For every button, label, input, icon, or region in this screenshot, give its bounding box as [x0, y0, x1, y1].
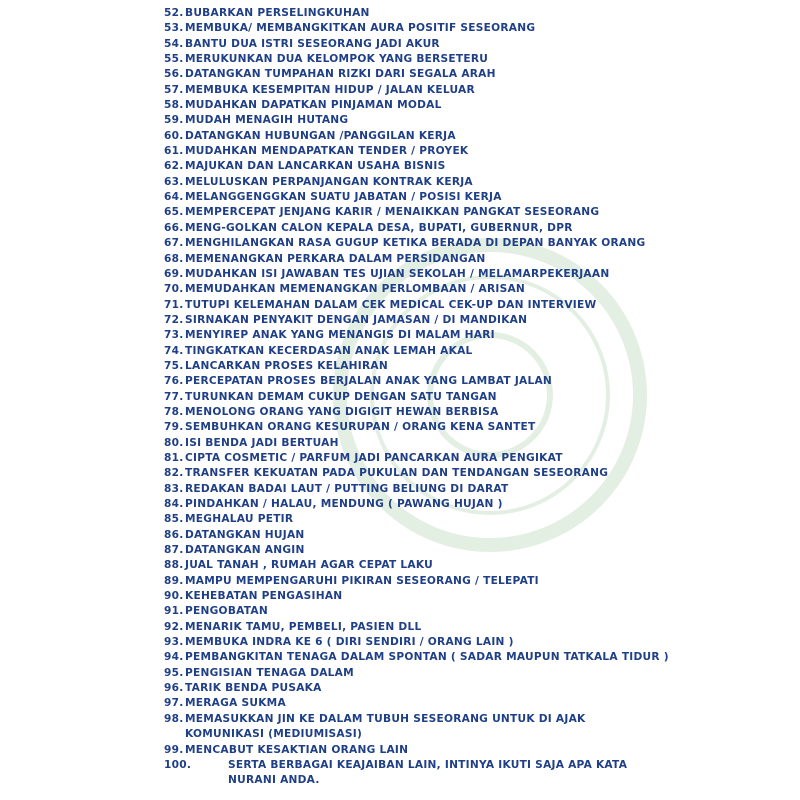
list-item [164, 589, 784, 604]
item-number: 75. [164, 359, 184, 372]
list-item [164, 681, 784, 696]
list-item [164, 359, 784, 374]
list-item [164, 236, 784, 251]
item-number: 92. [164, 620, 184, 633]
list-item [164, 482, 784, 497]
item-number: 59. [164, 114, 184, 127]
list-item [164, 650, 784, 665]
item-text: PENGOBATAN [185, 605, 268, 618]
item-text: MEMBUKA/ MEMBANGKITKAN AURA POSITIF SESEORANG [185, 22, 536, 35]
list-item [164, 696, 784, 711]
item-text: BANTU DUA ISTRI SESEORANG JADI AKUR [185, 37, 440, 50]
item-number: 71. [164, 298, 184, 311]
item-text: MENCABUT KESAKTIAN ORANG LAIN [185, 743, 409, 756]
item-text: MENYIREP ANAK YANG MENANGIS DI MALAM HARI [185, 329, 495, 342]
list-item [164, 267, 784, 282]
item-text: MERAGA SUKMA [185, 697, 286, 710]
item-number: 52. [164, 7, 184, 19]
list-item [164, 190, 784, 205]
item-number: 77. [164, 390, 184, 403]
item-text: PINDAHKAN / HALAU, MENDUNG ( PAWANG HUJAN ) [185, 498, 503, 510]
item-number: 63. [164, 175, 184, 188]
list-item [164, 328, 784, 343]
item-number: 72. [164, 313, 184, 326]
item-number: 90. [164, 590, 184, 603]
list-item [164, 21, 784, 36]
item-text: MEMENANGKAN PERKARA DALAM PERSIDANGAN [185, 252, 486, 265]
item-text: MEMPERCEPAT JENJANG KARIR / MENAIKKAN PANGKAT SESEORANG [185, 206, 600, 219]
list-item [164, 282, 784, 297]
item-text: MEGHALAU PETIR [185, 513, 294, 526]
item-text: PERCEPATAN PROSES BERJALAN ANAK YANG LAMBAT JALAN [185, 375, 553, 388]
item-text: MEMBUKA KESEMPITAN HIDUP / JALAN KELUAR [185, 83, 475, 96]
item-text: MEMBUKA INDRA KE 6 ( DIRI SENDIRI / ORANG LAIN ) [185, 636, 514, 649]
item-number: 97. [164, 697, 184, 710]
list-item [164, 620, 784, 635]
item-number: 99. [164, 743, 184, 756]
item-text: MENOLONG ORANG YANG DIGIGIT HEWAN BERBISA [185, 405, 499, 418]
item-number: 94. [164, 651, 184, 664]
list-item [164, 512, 784, 527]
item-number: 70. [164, 283, 184, 296]
item-text: DATANGKAN HUJAN [185, 528, 305, 541]
item-text: DATANGKAN TUMPAHAN RIZKI DARI SEGALA ARAH [185, 68, 496, 81]
item-number: 78. [164, 405, 184, 418]
item-number: 80. [164, 436, 184, 449]
item-text: MELANGGENGGKAN SUATU JABATAN / POSISI KERJA [185, 191, 502, 204]
list-item [164, 252, 784, 267]
item-number: 85. [164, 513, 184, 526]
item-number: 66. [164, 221, 184, 234]
list-item [164, 558, 784, 573]
list-item [164, 466, 784, 481]
list-item [164, 344, 784, 359]
item-text: MAMPU MEMPENGARUHI PIKIRAN SESEORANG / TELEPATI [185, 574, 539, 587]
item-text: MUDAHKAN DAPATKAN PINJAMAN MODAL [185, 99, 442, 112]
list-item [164, 420, 784, 435]
item-text: TRANSFER KEKUATAN PADA PUKULAN DAN TENDANGAN SESEORANG [185, 467, 609, 480]
item-number: 58. [164, 99, 184, 112]
list-item [164, 67, 784, 82]
list-item [164, 129, 784, 144]
item-text: TINGKATKAN KECERDASAN ANAK LEMAH AKAL [185, 344, 473, 357]
item-text: PEMBANGKITAN TENAGA DALAM SPONTAN ( SADAR MAUPUN TATKALA TIDUR ) [185, 651, 669, 664]
item-number: 54. [164, 37, 184, 50]
item-text: TUTUPI KELEMAHAN DALAM CEK MEDICAL CEK-UP DAN INTERVIEW [185, 298, 597, 311]
item-text: REDAKAN BADAI LAUT / PUTTING BELIUNG DI DARAT [185, 482, 509, 495]
item-number: 86. [164, 528, 184, 541]
list-item [164, 635, 784, 650]
list-item [164, 666, 784, 681]
item-number: 95. [164, 666, 184, 679]
item-number: 61. [164, 145, 184, 158]
list-item [164, 221, 784, 236]
list-item [164, 175, 784, 190]
list-item [164, 374, 784, 389]
list-item [164, 497, 784, 512]
item-number: 79. [164, 421, 184, 434]
item-number: 62. [164, 160, 184, 173]
item-number: 76. [164, 375, 184, 388]
list-item [164, 405, 784, 420]
list-item [164, 712, 784, 743]
item-number: 88. [164, 559, 184, 572]
list-item [164, 6, 784, 21]
item-text: ISI BENDA JADI BERTUAH [185, 436, 339, 449]
item-text: MEMASUKKAN JIN KE DALAM TUBUH SESEORANG UNTUK DI AJAK KOMUNIKASI (MEDIUMISASI) [185, 712, 586, 741]
item-number: 64. [164, 191, 184, 204]
list-item [164, 83, 784, 98]
item-number: 74. [164, 344, 184, 357]
list-item [164, 604, 784, 619]
item-text: MELULUSKAN PERPANJANGAN KONTRAK KERJA [185, 175, 473, 188]
item-text: MEMUDAHKAN MEMENANGKAN PERLOMBAAN / ARISAN [185, 283, 526, 296]
item-number: 73. [164, 329, 184, 342]
list-item [164, 113, 784, 128]
item-number: 53. [164, 22, 184, 35]
item-number: 56. [164, 68, 184, 81]
list-item [164, 743, 784, 758]
list-item [164, 298, 784, 313]
list-item [164, 52, 784, 67]
item-number: 65. [164, 206, 184, 219]
list-item [164, 98, 784, 113]
item-text: SIRNAKAN PENYAKIT DENGAN JAMASAN / DI MANDIKAN [185, 313, 528, 326]
item-text: BUBARKAN PERSELINGKUHAN [185, 7, 370, 19]
item-number: 89. [164, 574, 184, 587]
item-number: 60. [164, 129, 184, 142]
list-item [164, 528, 784, 543]
item-text: TARIK BENDA PUSAKA [185, 682, 322, 695]
item-number: 57. [164, 83, 184, 96]
list-item [164, 451, 784, 466]
item-number: 84. [164, 498, 184, 510]
list-item [164, 758, 784, 789]
item-text: CIPTA COSMETIC / PARFUM JADI PANCARKAN AURA PENGIKAT [185, 451, 563, 464]
item-number: 82. [164, 467, 184, 480]
item-text: PENGISIAN TENAGA DALAM [185, 666, 354, 679]
item-number: 83. [164, 482, 184, 495]
item-text: SERTA BERBAGAI KEAJAIBAN LAIN, INTINYA IKUTI SAJA APA KATA NURANI ANDA. [228, 758, 628, 787]
item-text: MENARIK TAMU, PEMBELI, PASIEN DLL [185, 620, 422, 633]
item-number: 55. [164, 53, 184, 66]
item-number: 96. [164, 682, 184, 695]
item-text: MAJUKAN DAN LANCARKAN USAHA BISNIS [185, 160, 446, 173]
item-number: 100. [164, 758, 192, 771]
item-number: 87. [164, 544, 184, 557]
item-number: 93. [164, 636, 184, 649]
list-item [164, 205, 784, 220]
item-text: MENG-GOLKAN CALON KEPALA DESA, BUPATI, GUBERNUR, DPR [185, 221, 573, 234]
item-number: 98. [164, 712, 184, 725]
item-text: KEHEBATAN PENGASIHAN [185, 590, 343, 603]
list-item [164, 159, 784, 174]
item-text: MUDAH MENAGIH HUTANG [185, 114, 349, 127]
list-item [164, 37, 784, 52]
item-number: 91. [164, 605, 184, 618]
item-number: 67. [164, 237, 184, 250]
list-item [164, 574, 784, 589]
item-text: MUDAHKAN MENDAPATKAN TENDER / PROYEK [185, 145, 469, 158]
item-number: 81. [164, 451, 184, 464]
item-text: MENGHILANGKAN RASA GUGUP KETIKA BERADA DI DEPAN BANYAK ORANG [185, 237, 646, 250]
item-text: DATANGKAN HUBUNGAN /PANGGILAN KERJA [185, 129, 456, 142]
ability-list [164, 6, 784, 789]
item-number: 68. [164, 252, 184, 265]
item-text: MUDAHKAN ISI JAWABAN TES UJIAN SEKOLAH / MELAMARPEKERJAAN [185, 267, 610, 280]
list-item [164, 436, 784, 451]
item-text: DATANGKAN ANGIN [185, 544, 305, 557]
item-text: JUAL TANAH , RUMAH AGAR CEPAT LAKU [185, 559, 433, 572]
item-text: MERUKUNKAN DUA KELOMPOK YANG BERSETERU [185, 53, 489, 66]
list-item [164, 390, 784, 405]
item-text: LANCARKAN PROSES KELAHIRAN [185, 359, 388, 372]
item-text: SEMBUHKAN ORANG KESURUPAN / ORANG KENA SANTET [185, 421, 536, 434]
item-text: TURUNKAN DEMAM CUKUP DENGAN SATU TANGAN [185, 390, 497, 403]
list-item [164, 144, 784, 159]
list-item [164, 313, 784, 328]
list-item [164, 543, 784, 558]
item-number: 69. [164, 267, 184, 280]
